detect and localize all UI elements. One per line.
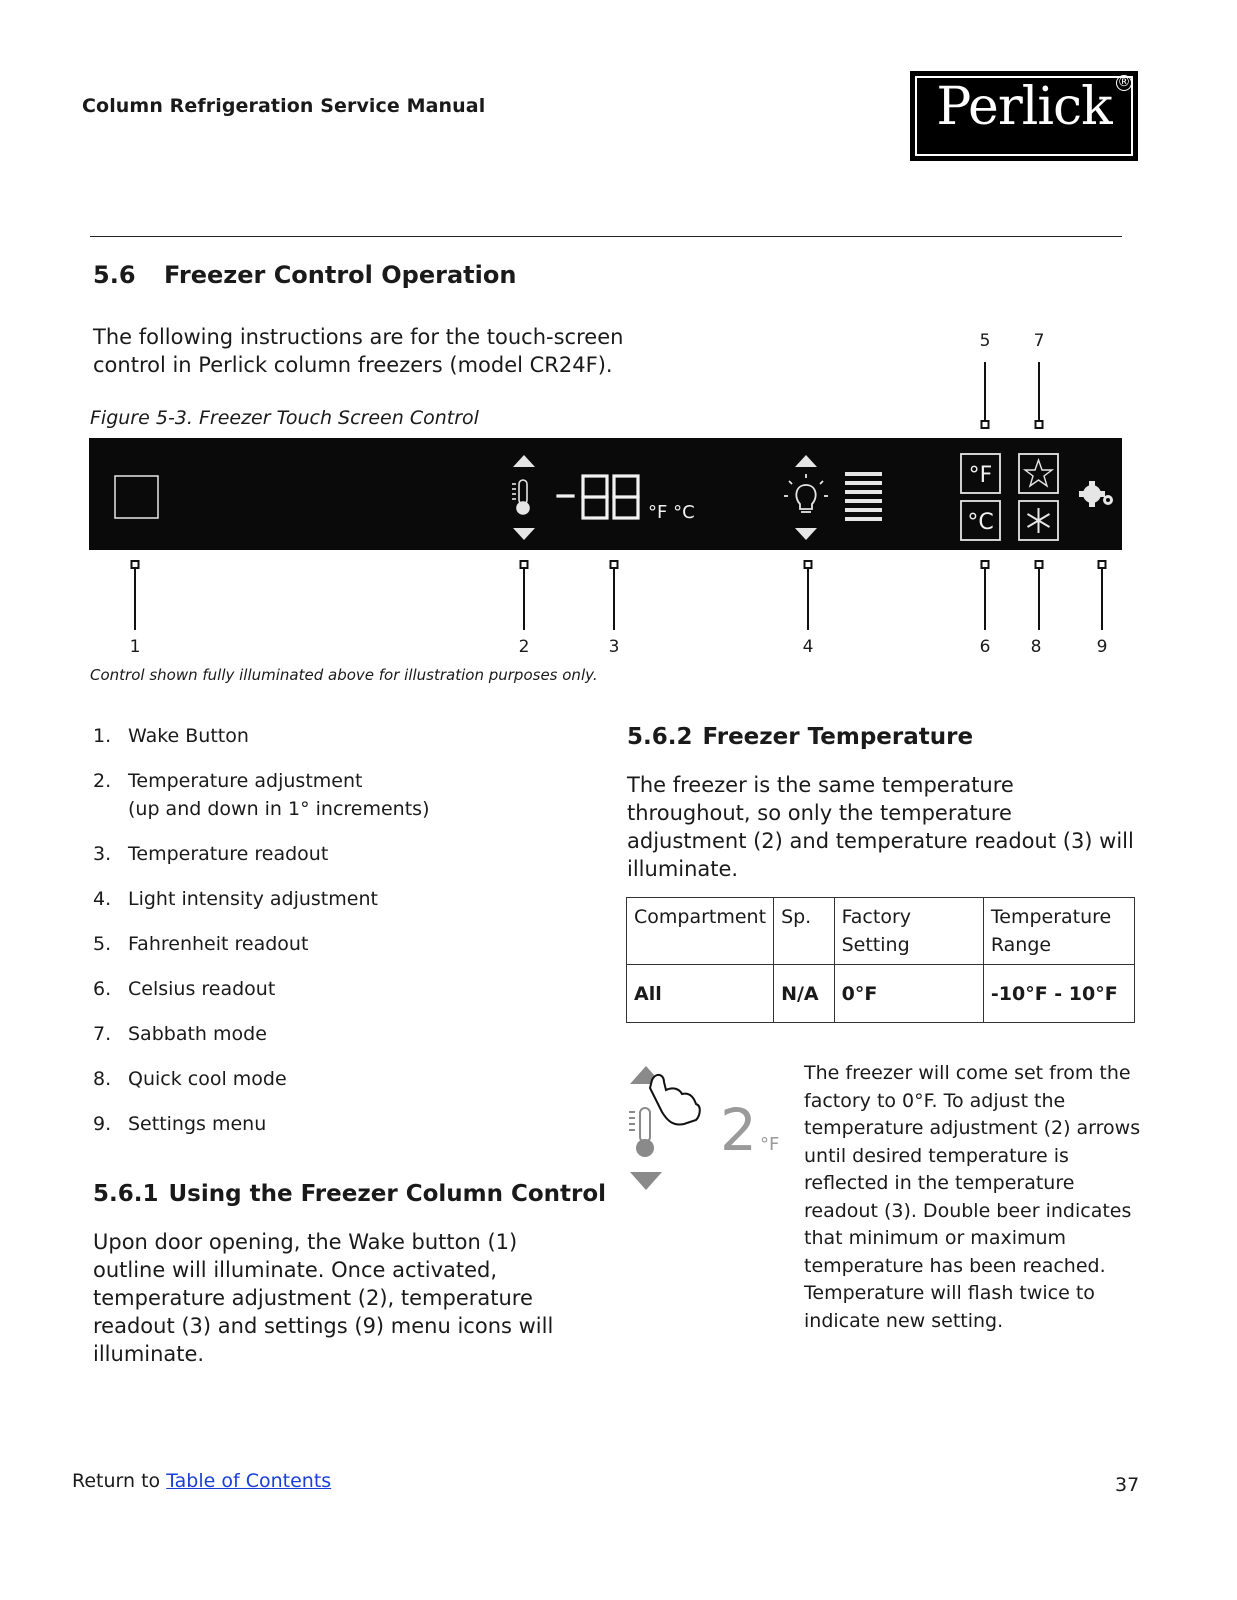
subsection-body-5-6-2: The freezer is the same temperature throughout, so only the temperature adjustment (2) and temperature readout (3) will illuminate.	[627, 773, 1134, 881]
table-header-cell: Temperature Range	[983, 898, 1134, 965]
subsection-body-5-6-1: Upon door opening, the Wake button (1) outline will illuminate. Once activated, temperature adjustment (2), temperature readout (3) and settings (9) menu icons will illuminate.	[93, 1230, 554, 1366]
page-number: 37	[1115, 1474, 1140, 1496]
list-item: 7. Sabbath mode	[93, 1023, 267, 1045]
callout-2: 2	[518, 637, 530, 657]
list-item: 2. Temperature adjustment (up and down in 1° increments)	[93, 770, 430, 820]
callout-8: 8	[1030, 637, 1042, 657]
figure-caption: Figure 5-3. Freezer Touch Screen Control	[90, 407, 479, 429]
adjust-unit: °F	[760, 1134, 780, 1155]
return-to-toc	[72, 1470, 331, 1492]
list-item: 8. Quick cool mode	[93, 1068, 287, 1090]
adjust-digit: 2	[720, 1096, 757, 1164]
subsection-heading-5-6-2: 5.6.2 Freezer Temperature	[627, 724, 974, 750]
table-cell: 0°F	[834, 965, 983, 1023]
list-item: 6. Celsius readout	[93, 978, 276, 1000]
list-item: 9. Settings menu	[93, 1113, 267, 1135]
table-header-row	[627, 898, 1135, 965]
document-header-title: Column Refrigeration Service Manual	[82, 95, 486, 117]
section-intro: The following instructions are for the touch-screen control in Perlick column freezers (model CR24F).	[93, 325, 624, 377]
return-prefix: Return to	[72, 1470, 167, 1492]
pointing-hand-icon	[650, 1075, 700, 1125]
table-cell: All	[627, 965, 774, 1023]
table-header-cell: Compartment	[627, 898, 774, 965]
table-header-cell: Factory Setting	[834, 898, 983, 965]
leader-square-7	[1036, 421, 1043, 428]
table-header-cell: Sp.	[774, 898, 835, 965]
table-cell: -10°F - 10°F	[983, 965, 1134, 1023]
bottom-leader-lines	[132, 561, 1106, 630]
fahrenheit-label: °F	[968, 463, 993, 488]
control-legend-list	[93, 722, 563, 1138]
section-number: 5.6	[93, 261, 136, 289]
top-leader-lines	[982, 362, 1043, 428]
list-item: 5. Fahrenheit readout	[93, 933, 309, 955]
table-row	[627, 965, 1135, 1023]
subsection-heading-5-6-1: 5.6.1 Using the Freezer Column Control	[93, 1181, 607, 1207]
logo-wordmark: Perlick	[936, 77, 1112, 137]
temperature-settings-table	[626, 897, 1135, 1023]
adjust-illustration	[620, 1060, 790, 1200]
registered-mark: ®	[1117, 75, 1131, 90]
section-title: Freezer Control Operation	[164, 261, 517, 289]
list-item: 1. Wake Button	[93, 725, 249, 747]
leader-square-5	[982, 421, 989, 428]
callout-4: 4	[802, 637, 814, 657]
adjust-instructions: The freezer will come set from the factory to 0°F. To adjust the temperature adjustment (2) arrows until desired temperature is reflected in the temperature readout (3). Double beer indicates that minimum or maximum temperature has been reached. Temperature will flash twice to indicate new setting.	[804, 1062, 1141, 1332]
callout-3: 3	[608, 637, 620, 657]
down-arrow-icon	[630, 1172, 662, 1190]
callout-1: 1	[129, 637, 141, 657]
callout-9: 9	[1096, 637, 1108, 657]
table-of-contents-link[interactable]: Table of Contents	[166, 1470, 332, 1492]
thermometer-icon	[629, 1108, 653, 1156]
display-units: °F °C	[648, 502, 695, 523]
callout-7: 7	[1033, 331, 1045, 351]
table-cell: N/A	[774, 965, 835, 1023]
list-item: 3. Temperature readout	[93, 843, 329, 865]
list-item: 4. Light intensity adjustment	[93, 888, 378, 910]
celsius-label: °C	[967, 510, 994, 535]
callout-5: 5	[979, 331, 991, 351]
callout-6: 6	[979, 637, 991, 657]
figure-note: Control shown fully illuminated above for illustration purposes only.	[90, 666, 598, 684]
